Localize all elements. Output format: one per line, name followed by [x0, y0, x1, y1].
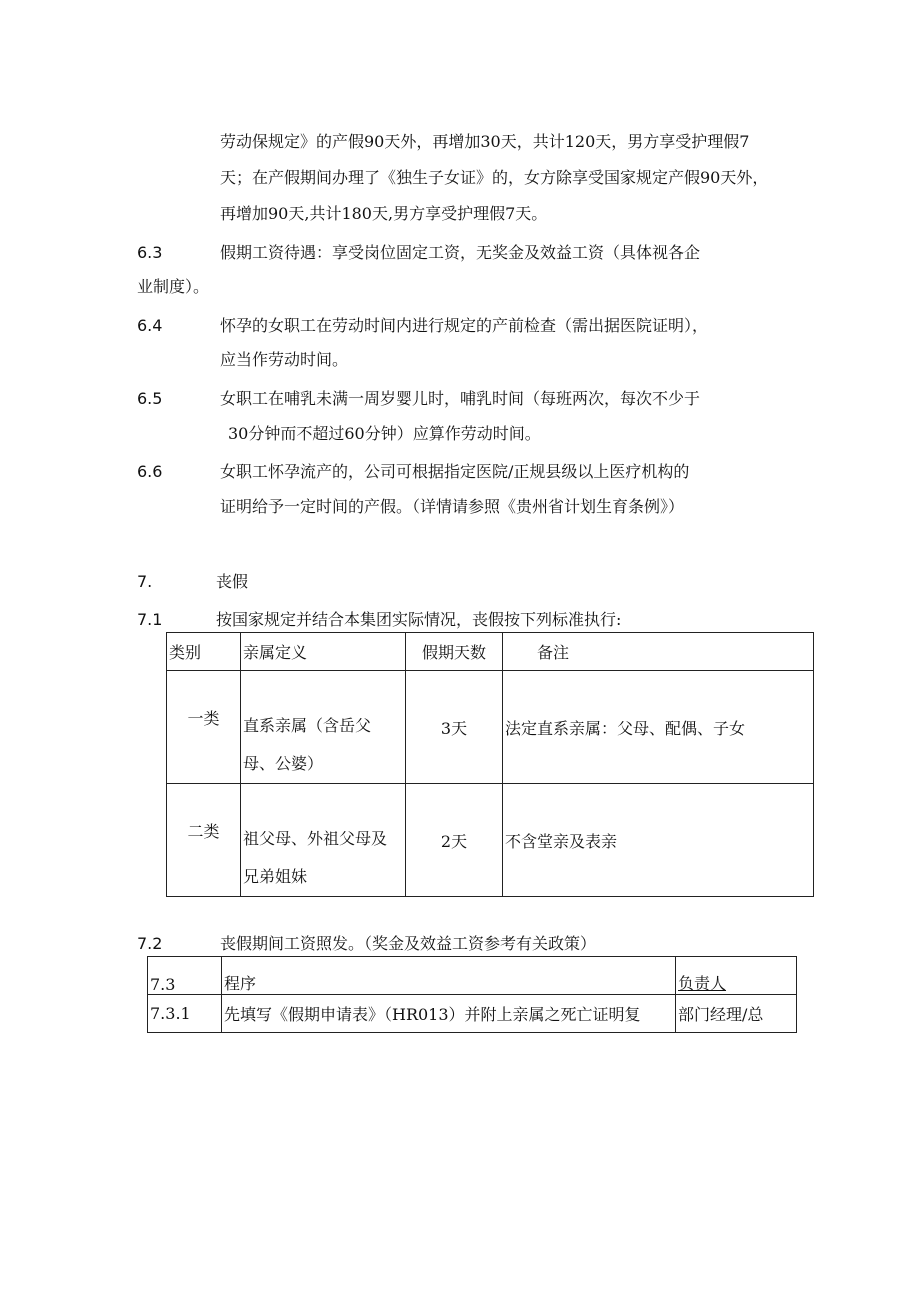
row-2-note: 不含堂亲及表亲 — [503, 784, 814, 897]
row-2-definition-line-2: 兄弟姐妹 — [243, 867, 308, 886]
row-1-category — [167, 671, 241, 784]
procedure-row-num: 7.3.1 — [148, 995, 222, 1033]
section-6-4-number: 6.4 — [137, 316, 163, 335]
section-6-6-line-2: 证明给予一定时间的产假。（详情请参照《贵州省计划生育条例》） — [220, 497, 685, 516]
row-2-category — [167, 784, 241, 897]
row-2-days: 2天 — [406, 784, 503, 897]
row-1-note: 法定直系亲属：父母、配偶、子女 — [503, 671, 814, 784]
header-category: 类别 — [167, 633, 241, 671]
procedure-header-owner: 负责人 — [676, 957, 797, 995]
section-6-3-line-2: 业制度）。 — [137, 277, 210, 296]
row-2-definition — [241, 784, 406, 897]
section-6-5-number: 6.5 — [137, 389, 163, 408]
header-note: 备注 — [503, 633, 814, 671]
row-1-definition — [241, 671, 406, 784]
section-6-4-line-2: 应当作劳动时间。 — [220, 350, 349, 369]
procedure-row-owner: 部门经理/总 — [676, 995, 797, 1033]
section-6-5-line-2: 30分钟而不超过60分钟）应算作劳动时间。 — [228, 424, 541, 443]
section-7-1-number: 7.1 — [137, 610, 163, 629]
section-6-5-line-1: 女职工在哺乳未满一周岁婴儿时，哺乳时间（每班两次，每次不少于 — [220, 389, 701, 408]
row-1-definition-line-1: 直系亲属（含岳父 — [243, 716, 372, 735]
section-7-2-number: 7.2 — [137, 934, 163, 953]
procedure-header-num: 7.3 — [148, 957, 222, 995]
section-6-6-line-1: 女职工怀孕流产的，公司可根据指定医院/正规县级以上医疗机构的 — [220, 462, 690, 481]
row-1-definition-line-2: 母、公婆） — [243, 754, 324, 773]
maternity-continued-line-1: 劳动保规定》的产假90天外，再增加30天，共计120天，男方享受护理假7 — [220, 132, 750, 151]
table-row — [148, 995, 797, 1033]
header-definition: 亲属定义 — [241, 633, 406, 671]
procedure-header-procedure: 程序 — [222, 957, 676, 995]
section-7-number: 7. — [137, 572, 153, 591]
table-row — [167, 784, 814, 897]
maternity-continued-line-3: 再增加90天,共计180天,男方享受护理假7天。 — [220, 204, 548, 223]
section-7-title: 丧假 — [216, 572, 249, 591]
section-6-6-number: 6.6 — [137, 462, 163, 481]
section-6-3-line-1: 假期工资待遇：享受岗位固定工资，无奖金及效益工资（具体视各企 — [220, 243, 701, 262]
maternity-continued-line-2: 天；在产假期间办理了《独生子女证》的，女方除享受国家规定产假90天外， — [220, 168, 769, 187]
table-row — [167, 671, 814, 784]
procedure-header-row — [148, 957, 797, 995]
table-header-row — [167, 633, 814, 671]
section-7-2-text: 丧假期间工资照发。（奖金及效益工资参考有关政策） — [220, 934, 597, 953]
row-1-days: 3天 — [406, 671, 503, 784]
section-6-3-number: 6.3 — [137, 243, 163, 262]
procedure-row-procedure: 先填写《假期申请表》（HR013）并附上亲属之死亡证明复 — [222, 995, 676, 1033]
bereavement-leave-table — [166, 632, 814, 897]
row-1-category-text: 一类 — [187, 708, 220, 728]
row-2-category-text: 二类 — [187, 821, 220, 841]
row-2-definition-line-1: 祖父母、外祖父母及 — [243, 829, 388, 848]
section-7-1-text: 按国家规定并结合本集团实际情况，丧假按下列标准执行: — [216, 610, 622, 629]
procedure-table — [147, 956, 797, 1033]
section-6-4-line-1: 怀孕的女职工在劳动时间内进行规定的产前检查（需出据医院证明）， — [220, 316, 709, 335]
header-days: 假期天数 — [406, 633, 503, 671]
